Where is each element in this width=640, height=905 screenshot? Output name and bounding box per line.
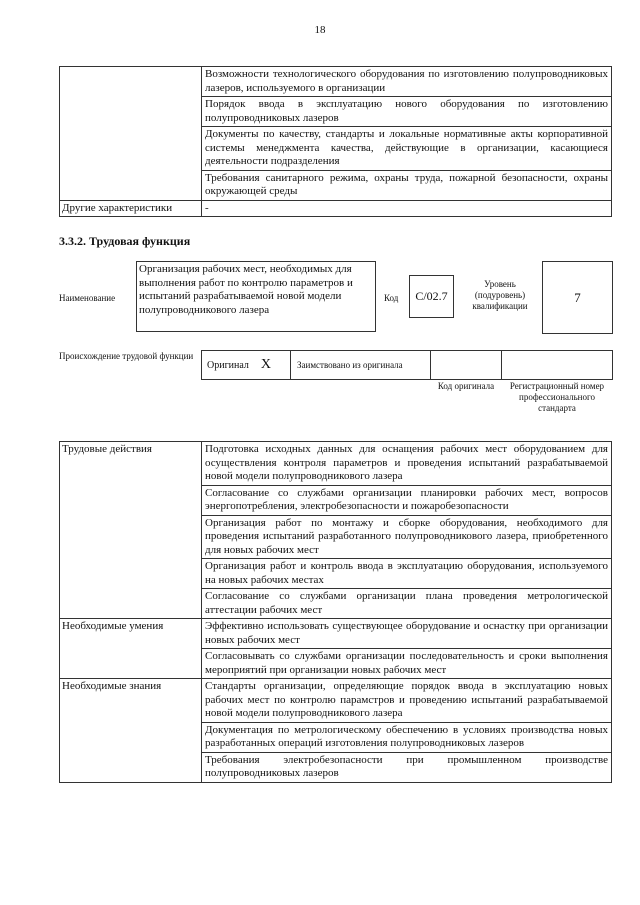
code-value-box: С/02.7 xyxy=(409,275,454,318)
function-name-box: Организация рабочих мест, необходимых для выполнения работ по контролю параметров и испытаний разрабатываемой новой модели полупроводникового лазера xyxy=(136,261,376,332)
top-characteristics-table xyxy=(59,66,612,217)
original-label: Оригинал xyxy=(207,359,249,371)
origin-borrowed-cell: Заимствовано из оригинала xyxy=(290,350,431,380)
page-number: 18 xyxy=(314,24,326,36)
name-label: Наименование xyxy=(59,293,116,303)
table-row xyxy=(60,619,612,649)
row-label: Трудовые действия xyxy=(60,442,202,619)
section-title: 3.3.2. Трудовая функция xyxy=(59,234,191,248)
table-cell: Организация работ и контроль ввода в эксплуатацию оборудования, используемого на новых рабочих местах xyxy=(202,559,612,589)
table-row xyxy=(60,442,612,486)
row-label xyxy=(60,67,202,201)
origin-code-cell xyxy=(430,350,502,380)
row-label: Другие характеристики xyxy=(60,200,202,217)
table-cell: Стандарты организации, определяющие порядок ввода в эксплуатацию новых рабочих мест по контролю парамстров и проведению испытаний разрабатываемой новой модели полупроводникового лазера xyxy=(202,679,612,723)
table-cell: Требования электробезопасности при промышленном производстве полупроводниковых лазеров xyxy=(202,752,612,782)
table-row xyxy=(60,200,612,217)
table-row xyxy=(60,679,612,723)
labor-function-table xyxy=(59,441,612,783)
table-cell: Согласовывать со службами организации последовательность и сроки выполнения мероприятий при организации новых рабочих мест xyxy=(202,649,612,679)
row-label: Необходимые умения xyxy=(60,619,202,679)
table-cell: Документация по метрологическому обеспечению в условиях производства новых разработанных операций изготовления полупроводниковых лазеров xyxy=(202,722,612,752)
origin-label: Происхождение трудовой функции xyxy=(59,351,194,361)
table-cell: Документы по качеству, стандарты и локальные нормативные акты корпоративной системы менеджмента качества, действующие в организации, касающиеся деятельности подразделения xyxy=(202,127,612,171)
level-label: Уровень (подуровень) квалификации xyxy=(472,279,528,311)
code-label: Код xyxy=(384,293,399,303)
table-cell: Подготовка исходных данных для оснащения рабочих мест оборудованием для осуществления контроля параметров и проведения испытаний разрабатываемой новой модели полупроводникового лазера xyxy=(202,442,612,486)
original-mark: X xyxy=(260,357,272,372)
registration-number-caption: Регистрационный номер профессионального стандарта xyxy=(509,381,605,413)
table-row xyxy=(60,67,612,97)
row-label: Необходимые знания xyxy=(60,679,202,783)
table-cell: Порядок ввода в эксплуатацию нового оборудования по изготовлению полупроводниковых лазеров xyxy=(202,97,612,127)
table-cell: Согласование со службами организации планировки рабочих мест, вопросов энергопотребления, электробезопасности и пожаробезопасности xyxy=(202,485,612,515)
code-original-caption: Код оригинала xyxy=(437,381,495,391)
table-cell: Возможности технологического оборудования по изготовлению полупроводниковых лазеров, используемого в организации xyxy=(202,67,612,97)
origin-reg-cell xyxy=(501,350,613,380)
table-cell: Согласование со службами организации плана проведения метрологической аттестации рабочих мест xyxy=(202,589,612,619)
table-cell: Эффективно использовать существующее оборудование и оснастку при организации новых рабочих мест xyxy=(202,619,612,649)
table-cell: Требования санитарного режима, охраны труда, пожарной безопасности, охраны окружающей среды xyxy=(202,170,612,200)
table-cell: Организация работ по монтажу и сборке оборудования, необходимого для проведения испытаний разработанного полупроводникового лазера, приобретенного для новых рабочих мест xyxy=(202,515,612,559)
table-cell: - xyxy=(202,200,612,217)
origin-original-cell xyxy=(201,350,291,380)
level-value-box: 7 xyxy=(542,261,613,334)
